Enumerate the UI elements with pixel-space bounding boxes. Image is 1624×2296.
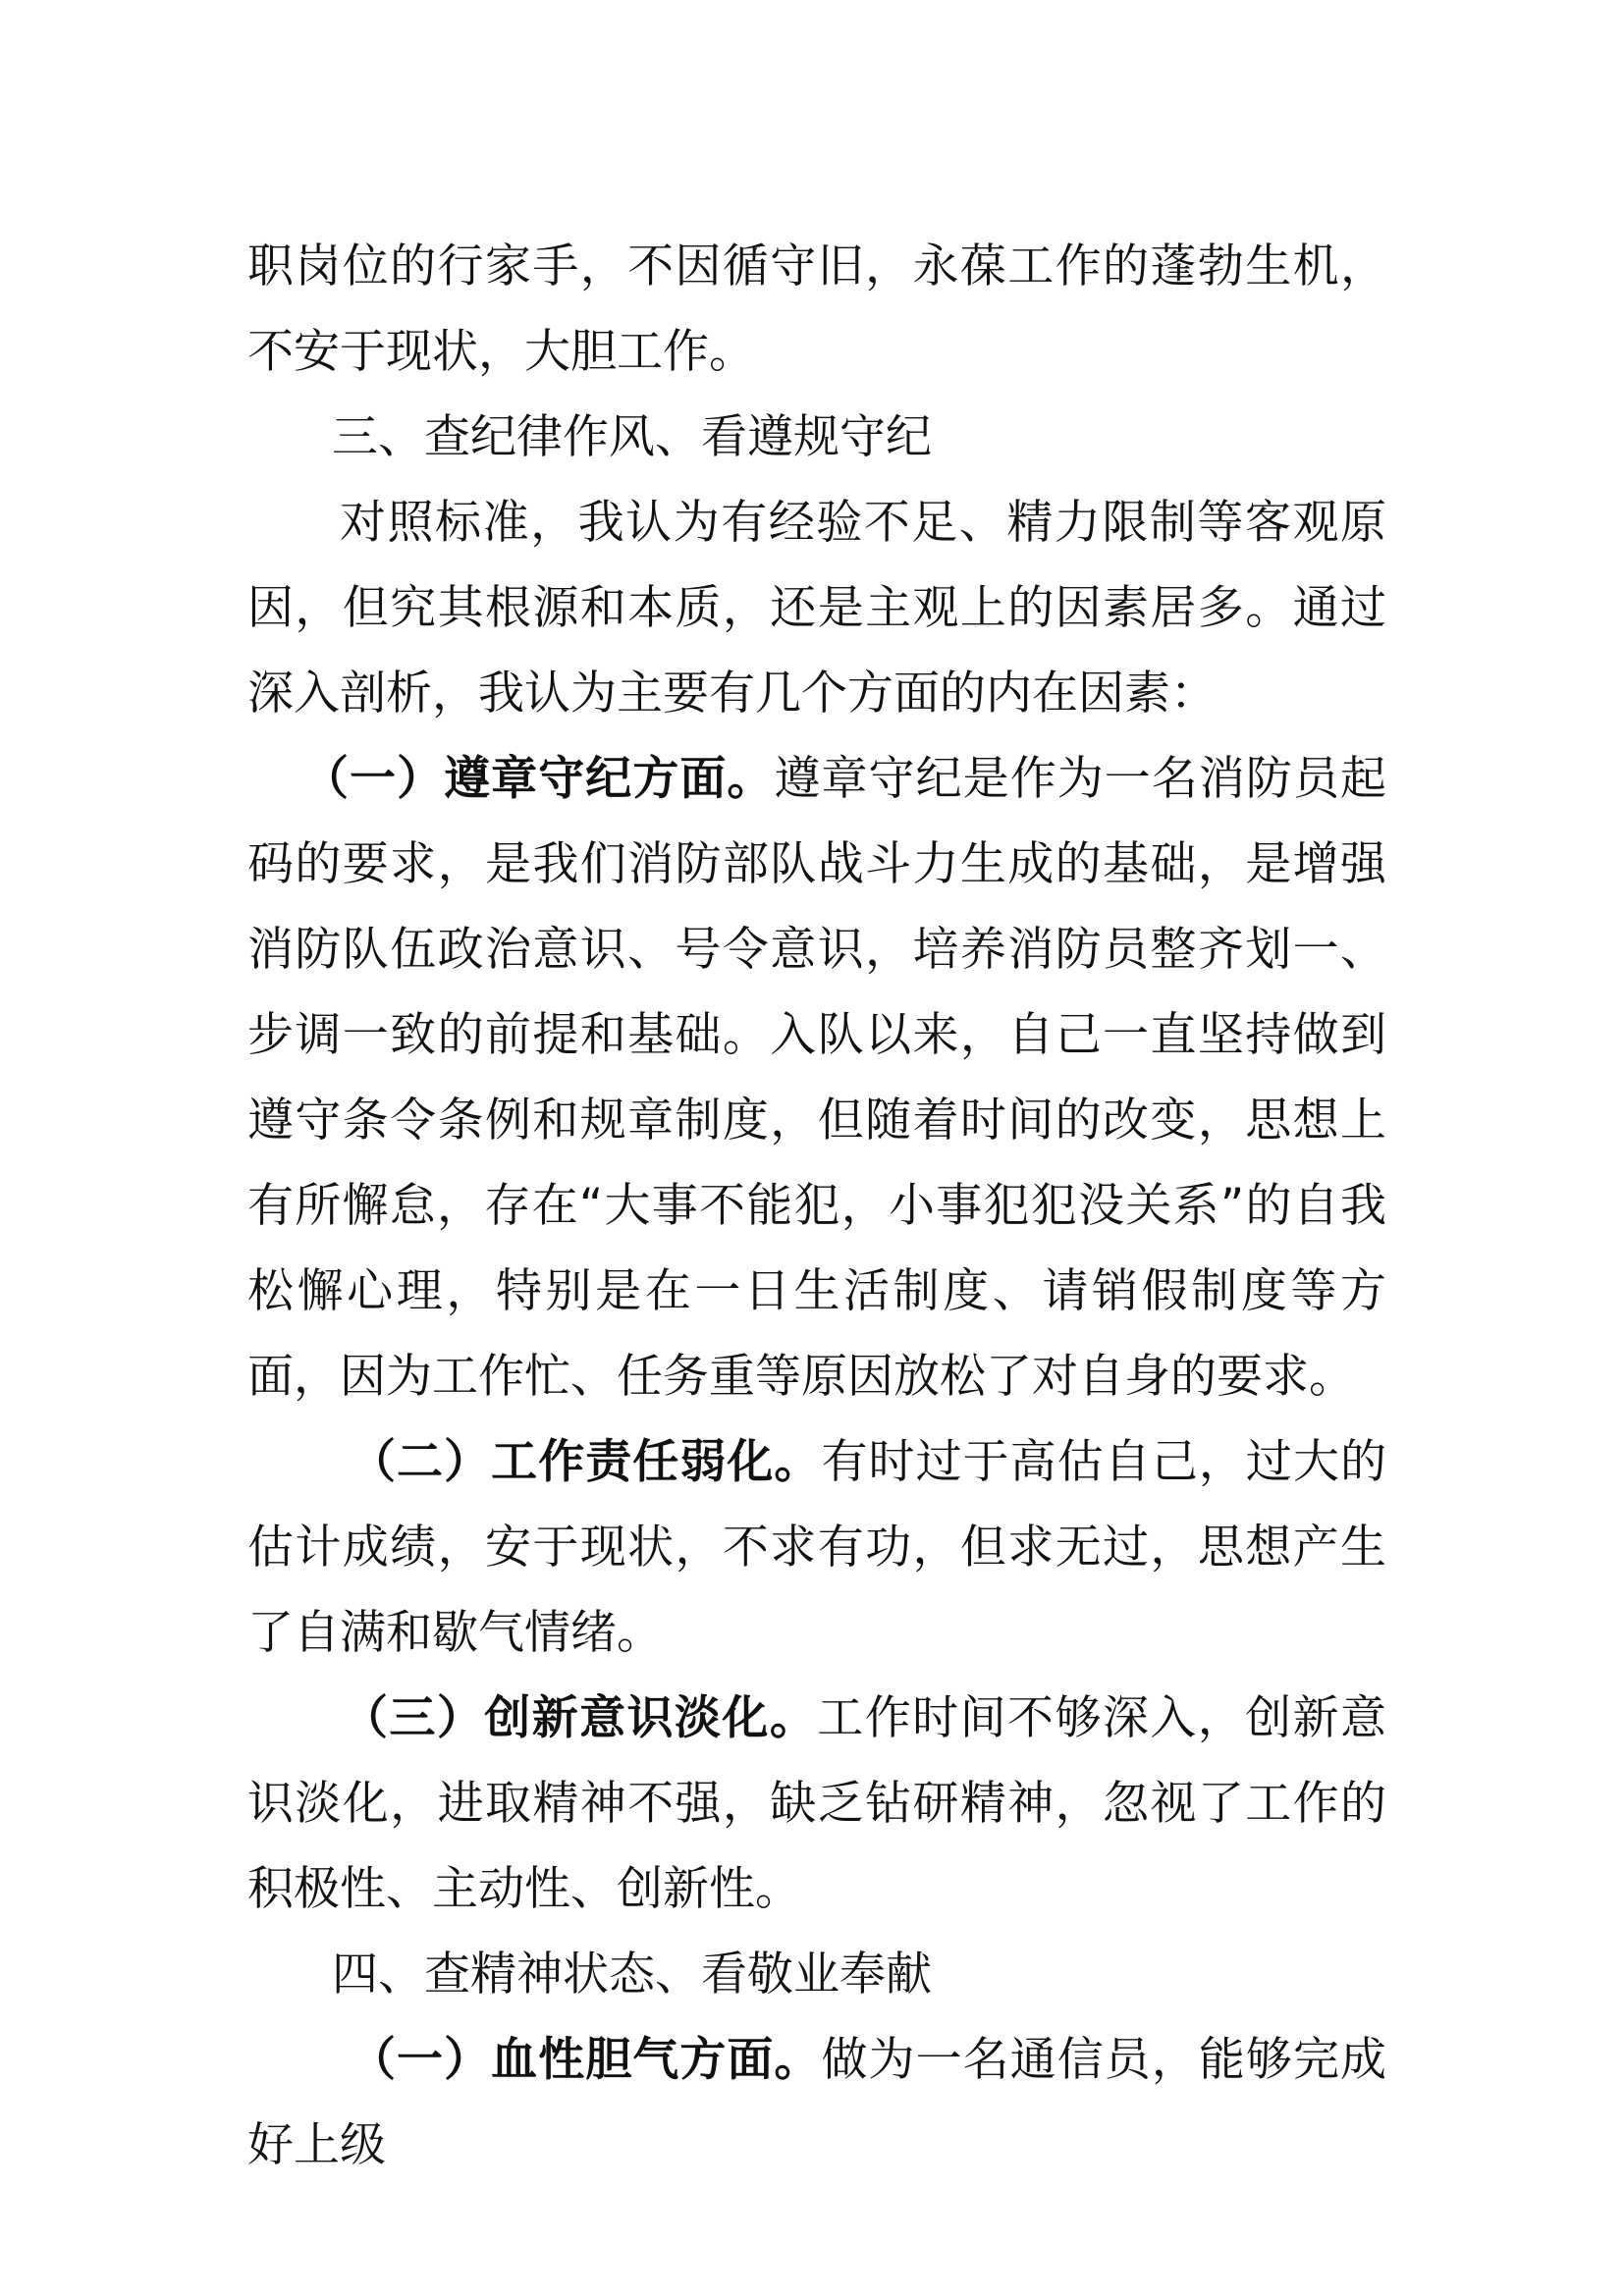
paragraph-text: 遵章守纪是作为一名消防员起码的要求，是我们消防部队战斗力生成的基础，是增强消防队伍政治意识、号令意识，培养消防员整齐划一、步调一致的前提和基础。入队以来，自己一直坚持做到遵守条令条例和规章制度，但随着时间的改变，思想上有所懈怠，存在“大事不能犯，小事犯犯没关系”的自我松懈心理，特别是在一日生活制度、请销假制度等方面，因为工作忙、任务重等原因放松了对自身的要求。 [247, 752, 1387, 1404]
section-heading-four [247, 1932, 1386, 2017]
document-body [247, 224, 1386, 2188]
paragraph-text: 做为一名通信员，能够完成好上级 [247, 2033, 1387, 2172]
paragraph-text: 对照标准，我认为有经验不足、精力限制等客观原因，但究其根源和本质，还是主观上的因素居多。通过深入剖析，我认为主要有几个方面的内在因素： [247, 496, 1386, 721]
paragraph-discipline [247, 736, 1386, 1419]
paragraph-lead-heading: （三）创新意识淡化。 [342, 1691, 818, 1745]
paragraph-innovation [247, 1676, 1386, 1932]
paragraph-lead-heading: （一）遵章守纪方面。 [302, 752, 775, 806]
paragraph-courage [247, 2017, 1386, 2188]
paragraph-analysis-intro [247, 480, 1386, 736]
heading-text: 四、查精神状态、看敬业奉献 [332, 1948, 932, 2002]
paragraph-text: 工作时间不够深入，创新意识淡化，进取精神不强，缺乏钻研精神，忽视了工作的积极性、主动性、创新性。 [247, 1691, 1387, 1916]
section-heading-three [247, 395, 1386, 480]
heading-text: 三、查纪律作风、看遵规守纪 [332, 410, 932, 464]
paragraph-text: 有时过于高估自己，过大的估计成绩，安于现状，不求有功，但求无过，思想产生了自满和歇气情绪。 [247, 1435, 1387, 1660]
paragraph-responsibility [247, 1419, 1386, 1676]
paragraph-lead-heading: （二）工作责任弱化。 [350, 1435, 822, 1489]
paragraph-continuation [247, 224, 1386, 395]
paragraph-lead-heading: （一）血性胆气方面。 [350, 2033, 822, 2087]
paragraph-text: 职岗位的行家手，不因循守旧，永葆工作的蓬勃生机，不安于现状，大胆工作。 [247, 240, 1386, 379]
